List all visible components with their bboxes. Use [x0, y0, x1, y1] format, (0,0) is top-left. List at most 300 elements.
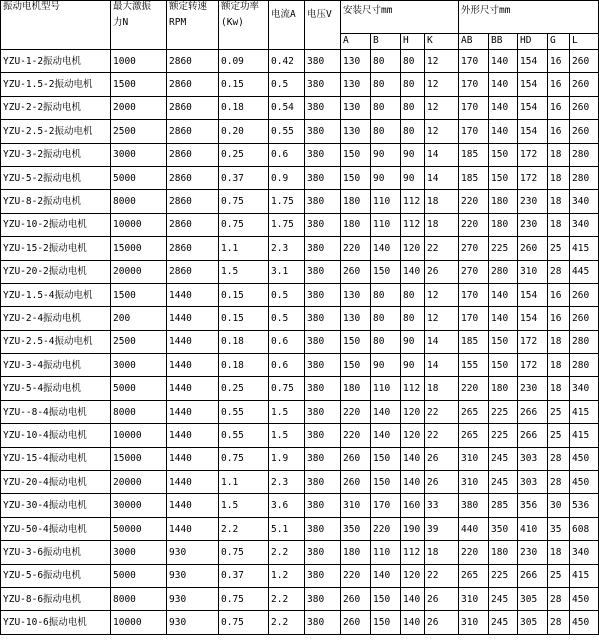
cell-rated-power: 1.1: [219, 471, 269, 494]
cell-b: 90: [371, 166, 401, 189]
cell-hd: 310: [518, 260, 548, 283]
cell-bb: 350: [489, 517, 518, 540]
cell-current: 0.54: [269, 96, 305, 119]
cell-rated-speed: 2860: [167, 73, 219, 96]
cell-max-force: 1000: [111, 50, 167, 73]
cell-a: 310: [341, 494, 371, 517]
cell-rated-speed: 2860: [167, 120, 219, 143]
cell-rated-power: 0.25: [219, 377, 269, 400]
cell-voltage: 380: [305, 190, 341, 213]
cell-rated-speed: 2860: [167, 166, 219, 189]
cell-h: 80: [401, 73, 425, 96]
cell-b: 80: [371, 50, 401, 73]
cell-hd: 303: [518, 471, 548, 494]
cell-g: 25: [548, 564, 570, 587]
cell-ab: 185: [459, 330, 489, 353]
cell-voltage: 380: [305, 260, 341, 283]
cell-a: 220: [341, 400, 371, 423]
cell-rated-speed: 2860: [167, 213, 219, 236]
cell-max-force: 8000: [111, 587, 167, 610]
cell-l: 280: [570, 143, 599, 166]
cell-a: 130: [341, 73, 371, 96]
table-row: [1, 190, 599, 213]
cell-g: 18: [548, 541, 570, 564]
cell-model: YZU-2-2振动电机: [1, 96, 111, 119]
cell-bb: 140: [489, 96, 518, 119]
table-row: [1, 587, 599, 610]
cell-h: 140: [401, 260, 425, 283]
cell-max-force: 3000: [111, 354, 167, 377]
cell-rated-power: 0.25: [219, 143, 269, 166]
cell-hd: 230: [518, 377, 548, 400]
cell-current: 1.75: [269, 190, 305, 213]
cell-model: YZU-1.5-4振动电机: [1, 283, 111, 306]
cell-l: 340: [570, 541, 599, 564]
cell-a: 220: [341, 237, 371, 260]
cell-k: 12: [425, 50, 459, 73]
cell-bb: 140: [489, 283, 518, 306]
cell-h: 90: [401, 330, 425, 353]
cell-l: 450: [570, 611, 599, 634]
cell-ab: 185: [459, 143, 489, 166]
cell-a: 260: [341, 471, 371, 494]
table-row: [1, 541, 599, 564]
cell-l: 450: [570, 587, 599, 610]
table-row: [1, 96, 599, 119]
cell-h: 140: [401, 611, 425, 634]
cell-ab: 170: [459, 307, 489, 330]
cell-rated-power: 0.75: [219, 541, 269, 564]
cell-a: 260: [341, 587, 371, 610]
cell-k: 14: [425, 354, 459, 377]
cell-hd: 230: [518, 190, 548, 213]
cell-max-force: 15000: [111, 447, 167, 470]
cell-g: 16: [548, 50, 570, 73]
cell-voltage: 380: [305, 96, 341, 119]
cell-current: 0.5: [269, 307, 305, 330]
cell-rated-power: 0.75: [219, 213, 269, 236]
cell-h: 112: [401, 541, 425, 564]
cell-h: 112: [401, 213, 425, 236]
cell-current: 2.2: [269, 611, 305, 634]
header-outline-dimensions: 外形尺寸mm: [459, 1, 599, 34]
cell-voltage: 380: [305, 611, 341, 634]
cell-ab: 270: [459, 260, 489, 283]
cell-hd: 305: [518, 587, 548, 610]
cell-voltage: 380: [305, 587, 341, 610]
cell-ab: 170: [459, 96, 489, 119]
cell-k: 22: [425, 424, 459, 447]
cell-ab: 310: [459, 587, 489, 610]
cell-k: 18: [425, 377, 459, 400]
cell-k: 12: [425, 73, 459, 96]
cell-rated-speed: 1440: [167, 424, 219, 447]
cell-b: 170: [371, 494, 401, 517]
cell-max-force: 50000: [111, 517, 167, 540]
cell-b: 80: [371, 73, 401, 96]
cell-rated-speed: 2860: [167, 237, 219, 260]
cell-b: 110: [371, 377, 401, 400]
cell-b: 140: [371, 237, 401, 260]
cell-model: YZU-5-6振动电机: [1, 564, 111, 587]
cell-l: 260: [570, 73, 599, 96]
cell-h: 190: [401, 517, 425, 540]
cell-rated-power: 0.37: [219, 564, 269, 587]
cell-l: 608: [570, 517, 599, 540]
cell-rated-power: 0.15: [219, 73, 269, 96]
cell-ab: 155: [459, 354, 489, 377]
cell-max-force: 30000: [111, 494, 167, 517]
cell-model: YZU--8-4振动电机: [1, 400, 111, 423]
header-col-bb: BB: [489, 34, 518, 50]
cell-g: 16: [548, 120, 570, 143]
cell-voltage: 380: [305, 354, 341, 377]
cell-ab: 265: [459, 564, 489, 587]
cell-bb: 150: [489, 166, 518, 189]
cell-rated-speed: 930: [167, 587, 219, 610]
cell-a: 150: [341, 166, 371, 189]
cell-bb: 140: [489, 73, 518, 96]
cell-h: 112: [401, 190, 425, 213]
cell-current: 0.5: [269, 73, 305, 96]
cell-max-force: 8000: [111, 190, 167, 213]
cell-ab: 220: [459, 377, 489, 400]
table-row: [1, 471, 599, 494]
cell-bb: 180: [489, 541, 518, 564]
cell-h: 120: [401, 424, 425, 447]
cell-bb: 245: [489, 611, 518, 634]
cell-max-force: 200: [111, 307, 167, 330]
cell-ab: 220: [459, 190, 489, 213]
cell-a: 130: [341, 96, 371, 119]
cell-k: 26: [425, 471, 459, 494]
cell-max-force: 10000: [111, 424, 167, 447]
cell-ab: 170: [459, 283, 489, 306]
cell-b: 80: [371, 307, 401, 330]
cell-h: 120: [401, 237, 425, 260]
table-row: [1, 447, 599, 470]
cell-rated-power: 0.15: [219, 307, 269, 330]
cell-rated-speed: 1440: [167, 471, 219, 494]
table-row: [1, 494, 599, 517]
cell-ab: 170: [459, 50, 489, 73]
cell-current: 0.9: [269, 166, 305, 189]
cell-bb: 285: [489, 494, 518, 517]
cell-rated-power: 0.75: [219, 611, 269, 634]
table-row: [1, 143, 599, 166]
cell-rated-speed: 1440: [167, 517, 219, 540]
table-row: [1, 73, 599, 96]
cell-l: 415: [570, 237, 599, 260]
cell-bb: 140: [489, 120, 518, 143]
cell-max-force: 1500: [111, 283, 167, 306]
cell-model: YZU-15-2振动电机: [1, 237, 111, 260]
cell-k: 18: [425, 541, 459, 564]
cell-voltage: 380: [305, 564, 341, 587]
cell-k: 12: [425, 307, 459, 330]
cell-rated-power: 0.55: [219, 424, 269, 447]
cell-k: 26: [425, 447, 459, 470]
cell-rated-speed: 930: [167, 564, 219, 587]
table-header: [1, 1, 599, 50]
cell-b: 110: [371, 541, 401, 564]
cell-voltage: 380: [305, 73, 341, 96]
cell-b: 220: [371, 517, 401, 540]
cell-a: 130: [341, 307, 371, 330]
cell-h: 80: [401, 283, 425, 306]
cell-b: 140: [371, 424, 401, 447]
header-force: 最大激振 力N: [111, 1, 167, 50]
cell-hd: 154: [518, 73, 548, 96]
cell-hd: 260: [518, 237, 548, 260]
cell-model: YZU-3-4振动电机: [1, 354, 111, 377]
cell-rated-power: 1.1: [219, 237, 269, 260]
cell-model: YZU-3-6振动电机: [1, 541, 111, 564]
cell-a: 220: [341, 424, 371, 447]
cell-rated-power: 0.75: [219, 447, 269, 470]
cell-hd: 154: [518, 283, 548, 306]
cell-g: 16: [548, 307, 570, 330]
table-row: [1, 330, 599, 353]
cell-bb: 245: [489, 447, 518, 470]
cell-h: 90: [401, 166, 425, 189]
cell-current: 1.9: [269, 447, 305, 470]
cell-ab: 220: [459, 541, 489, 564]
cell-hd: 230: [518, 541, 548, 564]
header-col-l: L: [570, 34, 599, 50]
cell-current: 3.1: [269, 260, 305, 283]
cell-max-force: 5000: [111, 377, 167, 400]
cell-model: YZU-20-2振动电机: [1, 260, 111, 283]
cell-a: 260: [341, 447, 371, 470]
cell-current: 2.3: [269, 471, 305, 494]
cell-g: 30: [548, 494, 570, 517]
cell-hd: 356: [518, 494, 548, 517]
cell-current: 1.5: [269, 400, 305, 423]
cell-voltage: 380: [305, 50, 341, 73]
cell-current: 1.75: [269, 213, 305, 236]
cell-h: 140: [401, 447, 425, 470]
cell-max-force: 10000: [111, 213, 167, 236]
header-current: 电流A: [269, 1, 305, 50]
cell-model: YZU-1-2振动电机: [1, 50, 111, 73]
cell-bb: 225: [489, 237, 518, 260]
cell-bb: 150: [489, 354, 518, 377]
cell-model: YZU-5-2振动电机: [1, 166, 111, 189]
cell-a: 260: [341, 260, 371, 283]
cell-voltage: 380: [305, 541, 341, 564]
cell-a: 150: [341, 354, 371, 377]
cell-max-force: 2000: [111, 96, 167, 119]
cell-rated-power: 2.2: [219, 517, 269, 540]
cell-bb: 180: [489, 377, 518, 400]
cell-rated-power: 0.75: [219, 587, 269, 610]
table-row: [1, 307, 599, 330]
cell-rated-speed: 1440: [167, 400, 219, 423]
table-row: [1, 611, 599, 634]
cell-b: 80: [371, 283, 401, 306]
cell-rated-speed: 2860: [167, 260, 219, 283]
cell-model: YZU-50-4振动电机: [1, 517, 111, 540]
table-body: [1, 50, 599, 635]
cell-model: YZU-2-4振动电机: [1, 307, 111, 330]
cell-model: YZU-1.5-2振动电机: [1, 73, 111, 96]
cell-ab: 310: [459, 471, 489, 494]
cell-l: 445: [570, 260, 599, 283]
cell-h: 90: [401, 143, 425, 166]
table-row: [1, 166, 599, 189]
cell-rated-power: 1.5: [219, 260, 269, 283]
cell-bb: 245: [489, 587, 518, 610]
cell-bb: 225: [489, 424, 518, 447]
cell-hd: 154: [518, 307, 548, 330]
cell-ab: 170: [459, 73, 489, 96]
cell-max-force: 10000: [111, 611, 167, 634]
cell-current: 2.3: [269, 237, 305, 260]
cell-k: 39: [425, 517, 459, 540]
cell-rated-speed: 2860: [167, 50, 219, 73]
header-model: 振动电机型号: [1, 1, 111, 50]
cell-voltage: 380: [305, 120, 341, 143]
cell-model: YZU-10-6振动电机: [1, 611, 111, 634]
cell-g: 28: [548, 611, 570, 634]
cell-a: 260: [341, 611, 371, 634]
cell-ab: 310: [459, 447, 489, 470]
cell-max-force: 20000: [111, 260, 167, 283]
cell-voltage: 380: [305, 307, 341, 330]
cell-voltage: 380: [305, 166, 341, 189]
cell-current: 2.2: [269, 587, 305, 610]
cell-ab: 380: [459, 494, 489, 517]
cell-voltage: 380: [305, 424, 341, 447]
cell-model: YZU-5-4振动电机: [1, 377, 111, 400]
cell-hd: 266: [518, 564, 548, 587]
cell-k: 33: [425, 494, 459, 517]
cell-max-force: 20000: [111, 471, 167, 494]
cell-l: 340: [570, 213, 599, 236]
cell-g: 16: [548, 96, 570, 119]
cell-bb: 140: [489, 307, 518, 330]
cell-b: 140: [371, 400, 401, 423]
cell-current: 1.2: [269, 564, 305, 587]
cell-g: 25: [548, 400, 570, 423]
cell-k: 18: [425, 213, 459, 236]
cell-h: 90: [401, 354, 425, 377]
cell-g: 28: [548, 587, 570, 610]
cell-rated-speed: 1440: [167, 354, 219, 377]
cell-b: 80: [371, 96, 401, 119]
cell-l: 415: [570, 424, 599, 447]
cell-voltage: 380: [305, 143, 341, 166]
cell-rated-speed: 2860: [167, 190, 219, 213]
cell-l: 260: [570, 283, 599, 306]
cell-k: 14: [425, 330, 459, 353]
cell-a: 150: [341, 143, 371, 166]
header-col-hd: HD: [518, 34, 548, 50]
cell-ab: 185: [459, 166, 489, 189]
cell-hd: 230: [518, 213, 548, 236]
cell-k: 14: [425, 166, 459, 189]
table-row: [1, 283, 599, 306]
header-install-dimensions: 安装尺寸mm: [341, 1, 459, 34]
cell-g: 28: [548, 447, 570, 470]
cell-current: 5.1: [269, 517, 305, 540]
cell-a: 350: [341, 517, 371, 540]
cell-h: 80: [401, 50, 425, 73]
cell-l: 260: [570, 96, 599, 119]
cell-rated-speed: 1440: [167, 494, 219, 517]
cell-g: 25: [548, 424, 570, 447]
cell-current: 0.6: [269, 143, 305, 166]
cell-h: 160: [401, 494, 425, 517]
header-col-ab: AB: [459, 34, 489, 50]
cell-l: 280: [570, 354, 599, 377]
cell-g: 18: [548, 143, 570, 166]
cell-g: 28: [548, 471, 570, 494]
cell-model: YZU-10-4振动电机: [1, 424, 111, 447]
cell-rated-speed: 930: [167, 541, 219, 564]
cell-bb: 180: [489, 213, 518, 236]
cell-g: 16: [548, 73, 570, 96]
cell-max-force: 3000: [111, 541, 167, 564]
cell-hd: 410: [518, 517, 548, 540]
cell-k: 22: [425, 400, 459, 423]
cell-hd: 305: [518, 611, 548, 634]
cell-a: 180: [341, 190, 371, 213]
cell-current: 1.5: [269, 424, 305, 447]
cell-ab: 265: [459, 400, 489, 423]
cell-rated-speed: 1440: [167, 283, 219, 306]
cell-model: YZU-20-4振动电机: [1, 471, 111, 494]
cell-model: YZU-3-2振动电机: [1, 143, 111, 166]
cell-voltage: 380: [305, 471, 341, 494]
cell-a: 130: [341, 120, 371, 143]
cell-a: 180: [341, 377, 371, 400]
cell-rated-power: 0.18: [219, 354, 269, 377]
cell-l: 280: [570, 166, 599, 189]
cell-voltage: 380: [305, 494, 341, 517]
cell-a: 220: [341, 564, 371, 587]
cell-hd: 172: [518, 354, 548, 377]
cell-g: 18: [548, 166, 570, 189]
cell-rated-speed: 2860: [167, 143, 219, 166]
header-power: 额定功率 (Kw): [219, 1, 269, 50]
cell-l: 340: [570, 377, 599, 400]
cell-model: YZU-15-4振动电机: [1, 447, 111, 470]
cell-current: 0.75: [269, 377, 305, 400]
cell-b: 110: [371, 190, 401, 213]
cell-voltage: 380: [305, 400, 341, 423]
cell-h: 120: [401, 564, 425, 587]
cell-l: 260: [570, 50, 599, 73]
cell-current: 3.6: [269, 494, 305, 517]
cell-b: 150: [371, 447, 401, 470]
cell-l: 415: [570, 400, 599, 423]
table-row: [1, 354, 599, 377]
cell-g: 16: [548, 283, 570, 306]
cell-bb: 245: [489, 471, 518, 494]
cell-g: 18: [548, 190, 570, 213]
cell-max-force: 3000: [111, 143, 167, 166]
cell-voltage: 380: [305, 283, 341, 306]
cell-current: 0.6: [269, 354, 305, 377]
table-row: [1, 564, 599, 587]
cell-k: 26: [425, 587, 459, 610]
cell-a: 130: [341, 50, 371, 73]
cell-b: 140: [371, 564, 401, 587]
cell-current: 0.42: [269, 50, 305, 73]
cell-k: 26: [425, 611, 459, 634]
